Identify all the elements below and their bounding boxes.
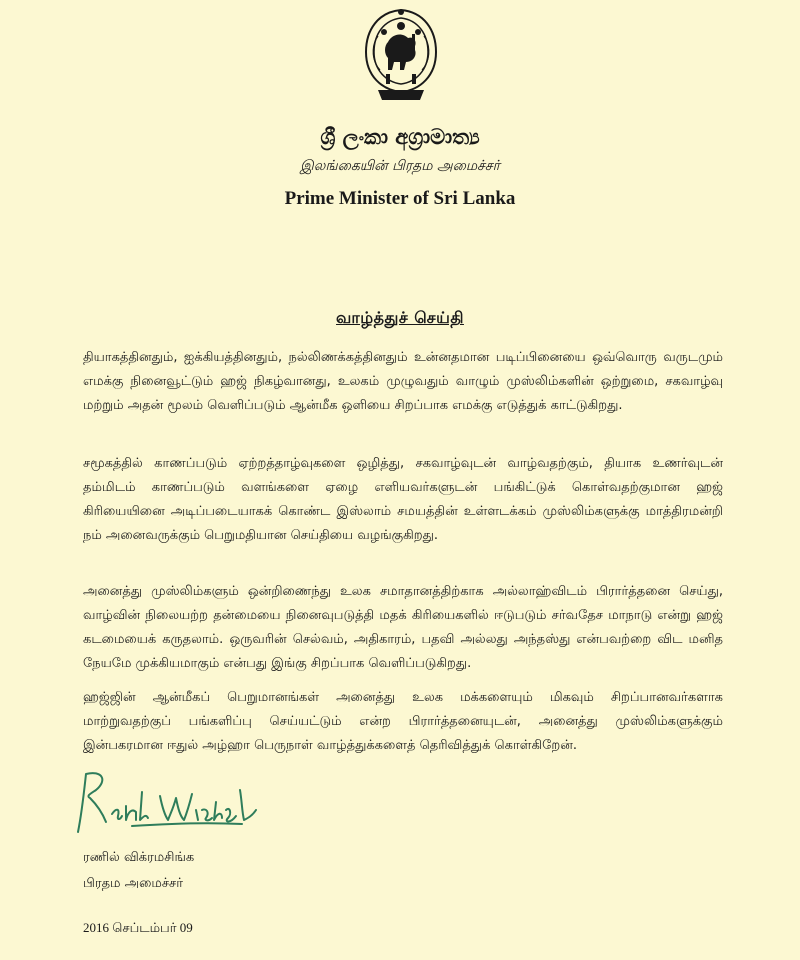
letterhead-english-title: Prime Minister of Sri Lanka xyxy=(284,188,516,209)
sri-lanka-lion-emblem-icon xyxy=(358,4,444,104)
signer-name: ரணில் விக்ரமசிங்க xyxy=(83,850,195,865)
message-paragraph: சமூகத்தில் காணப்படும் ஏற்றத்தாழ்வுகளை ஒழித்து, சகவாழ்வுடன் வாழ்வதற்கும், தியாக உணர்வுடன் தம்மிடம் காணப்படும் வளங்களை ஏழை எளியவர்களுடன் பங்கிட்டுக் கொள்வதற்குமான ஹஜ் கிரியையினை அடிப்படையாகக் கொண்ட இஸ்லாம் சமயத்தின் உள்ளடக்கம் முஸ்லிம்களுக்கு மாத்திரமன்றி நம் அனைவருக்கும் பெறுமதியான செய்தியை வழங்குகிறது. xyxy=(83,456,723,543)
letter-date: 2016 செப்டம்பர் 09 xyxy=(83,920,193,935)
message-paragraph: அனைத்து முஸ்லிம்களும் ஒன்றிணைந்து உலக சமாதானத்திற்காக அல்லாஹ்விடம் பிரார்த்தனை செய்து, வாழ்வின் நிலையற்ற தன்மையை நினைவுபடுத்தி மதக் கிரியைகளில் ஈடுபடும் சர்வதேச மாநாடு என்று ஹஜ் கடமையைக் கருதலாம். ஒருவரின் செல்வம், அதிகாரம், பதவி அல்லது அந்தஸ்து என்பவற்றை விட மனித நேயமே முக்கியமாகும் என்பது இங்கு சிறப்பாக வெளிப்படுகிறது. xyxy=(83,584,723,671)
handwritten-signature xyxy=(72,762,262,842)
message-paragraph: ஹஜ்ஜின் ஆன்மீகப் பெறுமானங்கள் அனைத்து உலக மக்களையும் மிகவும் சிறப்பானவர்களாக மாற்றுவதற்குப் பங்களிப்பு செய்யட்டும் என்ற பிரார்த்தனையுடன், அனைத்து முஸ்லிம்களுக்கும் இன்பகரமான ஈதுல் அழ்ஹா பெருநாள் வாழ்த்துக்களைத் தெரிவித்துக் கொள்கிறேன். xyxy=(83,690,723,753)
signer-title: பிரதம அமைச்சர் xyxy=(83,876,184,891)
letterhead-tamil-title: இலங்கையின் பிரதம அமைச்சர் xyxy=(300,158,500,174)
message-paragraph: தியாகத்தினதும், ஐக்கியத்தினதும், நல்லிணக்கத்தினதும் உன்னதமான படிப்பினையை ஒவ்வொரு வருடமும் எமக்கு நினைவூட்டும் ஹஜ் நிகழ்வானது, உலகம் முழுவதும் வாழும் முஸ்லிம்களின் ஒற்றுமை, சகவாழ்வு மற்றும் அதன் மூலம் வெளிப்படும் ஆன்மீக ஒளியை சிறப்பாக எமக்கு எடுத்துக் காட்டுகிறது. xyxy=(83,350,723,413)
message-title: வாழ்த்துச் செய்தி xyxy=(336,308,464,327)
letterhead-sinhala-title: ශ්‍රී ලංකා අග්‍රාමාත්‍ය xyxy=(320,124,480,149)
